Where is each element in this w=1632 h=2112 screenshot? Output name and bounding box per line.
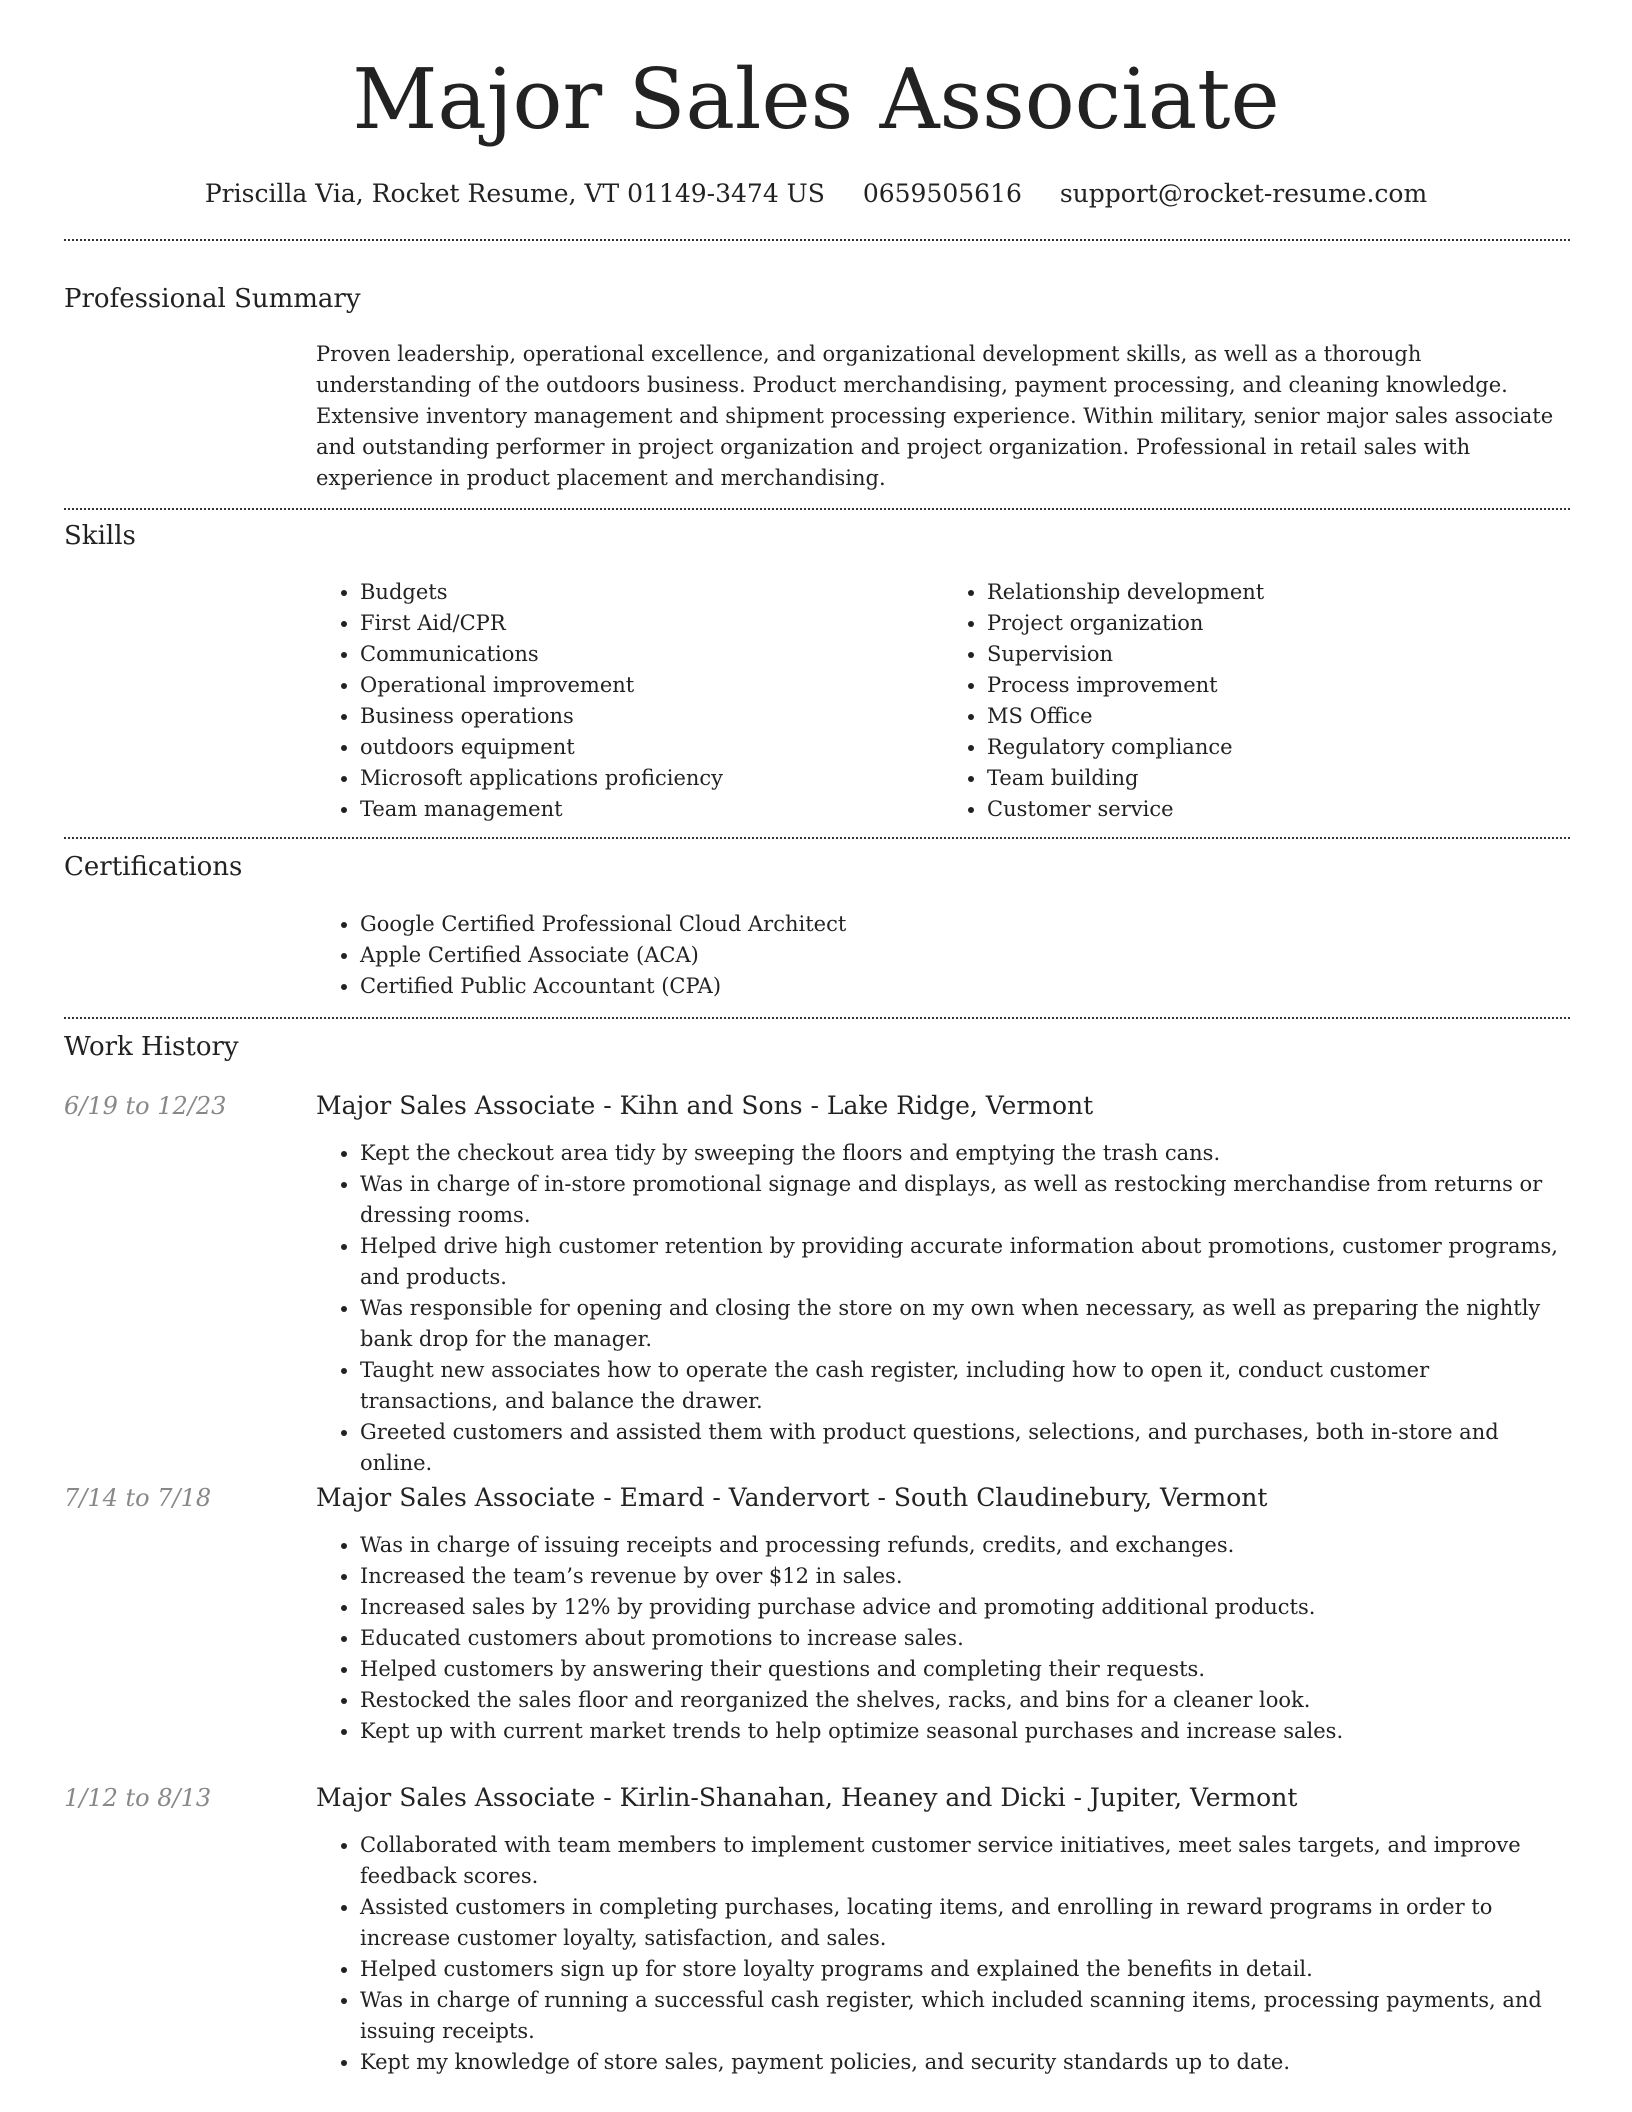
skill-item: • Project organization — [987, 608, 1570, 639]
skills-list-left — [316, 577, 943, 825]
duty-item: • Helped customers sign up for store loyalty programs and explained the benefits in detail. — [360, 1954, 1570, 1985]
section-divider — [64, 837, 1570, 839]
section-divider — [64, 1017, 1570, 1019]
skill-item: • Relationship development — [987, 577, 1570, 608]
candidate-name: Major Sales Associate — [352, 51, 1280, 148]
certification-item: • Apple Certified Associate (ACA) — [360, 940, 1570, 971]
section-divider — [64, 239, 1570, 241]
duty-item: • Kept the checkout area tidy by sweeping the floors and emptying the trash cans. — [360, 1138, 1570, 1169]
duty-item: • Increased the team’s revenue by over $12 in sales. — [360, 1561, 1570, 1592]
duty-item: • Helped drive high customer retention by providing accurate information about promotions, customer programs, and products. — [360, 1231, 1570, 1293]
job-title: Major Sales Associate - Emard - Vandervort - South Claudinebury, Vermont — [316, 1483, 1268, 1512]
job-title: Major Sales Associate - Kihn and Sons - Lake Ridge, Vermont — [316, 1091, 1094, 1120]
contact-address: Priscilla Via, Rocket Resume, VT 01149-3474 US — [204, 179, 825, 208]
duty-item: • Greeted customers and assisted them with product questions, selections, and purchases, both in-store and online. — [360, 1417, 1570, 1479]
skill-item: • Microsoft applications proficiency — [360, 763, 943, 794]
resume-header — [0, 50, 1632, 210]
contact-line — [0, 178, 1632, 210]
job-dates: 6/19 to 12/23 — [64, 1092, 227, 1120]
skill-item: • Customer service — [987, 794, 1570, 825]
duty-item: • Educated customers about promotions to increase sales. — [360, 1623, 1570, 1654]
certification-item: • Certified Public Accountant (CPA) — [360, 971, 1570, 1002]
job-duties — [316, 1830, 1570, 2078]
contact-email: support@rocket-resume.com — [1059, 179, 1428, 208]
skills-section — [316, 577, 1570, 825]
certifications-heading: Certifications — [64, 852, 243, 882]
duty-item: • Collaborated with team members to implement customer service initiatives, meet sales targets, and improve feedback scores. — [360, 1830, 1570, 1892]
summary-heading: Professional Summary — [64, 284, 361, 314]
duty-item: • Helped customers by answering their questions and completing their requests. — [360, 1654, 1570, 1685]
duty-item: • Was in charge of issuing receipts and processing refunds, credits, and exchanges. — [360, 1530, 1570, 1561]
duty-item: • Was responsible for opening and closing the store on my own when necessary, as well as preparing the nightly bank drop for the manager. — [360, 1293, 1570, 1355]
skill-item: • outdoors equipment — [360, 732, 943, 763]
skill-item: • Budgets — [360, 577, 943, 608]
skill-item: • Process improvement — [987, 670, 1570, 701]
job-dates: 1/12 to 8/13 — [64, 1784, 212, 1812]
duty-item: • Taught new associates how to operate the cash register, including how to open it, conduct customer transactions, and balance the drawer. — [360, 1355, 1570, 1417]
summary-section — [316, 339, 1570, 494]
skill-item: • Team management — [360, 794, 943, 825]
skill-item: • Communications — [360, 639, 943, 670]
skills-heading: Skills — [64, 521, 136, 551]
duty-item: • Increased sales by 12% by providing purchase advice and promoting additional products. — [360, 1592, 1570, 1623]
job-duties — [316, 1138, 1570, 1479]
certifications-section — [316, 909, 1570, 1002]
skill-item: • Regulatory compliance — [987, 732, 1570, 763]
duty-item: • Assisted customers in completing purchases, locating items, and enrolling in reward programs in order to increase customer loyalty, satisfaction, and sales. — [360, 1892, 1570, 1954]
skills-list-right — [943, 577, 1570, 825]
duty-item: • Restocked the sales floor and reorganized the shelves, racks, and bins for a cleaner look. — [360, 1685, 1570, 1716]
skill-item: • Supervision — [987, 639, 1570, 670]
skill-item: • Business operations — [360, 701, 943, 732]
contact-phone: 0659505616 — [862, 179, 1022, 208]
certification-item: • Google Certified Professional Cloud Architect — [360, 909, 1570, 940]
skill-item: • MS Office — [987, 701, 1570, 732]
job-title: Major Sales Associate - Kirlin-Shanahan, Heaney and Dicki - Jupiter, Vermont — [316, 1783, 1298, 1812]
skill-item: • Team building — [987, 763, 1570, 794]
summary-text: Proven leadership, operational excellence, and organizational development skills, as well as a thorough understanding of the outdoors business. Product merchandising, payment processing, and cleaning knowledge. Extensive inventory management and shipment processing experience. Within military, senior major sales associate and outstanding performer in project organization and project organization. Professional in retail sales with experience in product placement and merchandising. — [316, 342, 1554, 490]
duty-item: • Kept my knowledge of store sales, payment policies, and security standards up to date. — [360, 2047, 1570, 2078]
skill-item: • Operational improvement — [360, 670, 943, 701]
job-duties — [316, 1530, 1570, 1747]
job-dates: 7/14 to 7/18 — [64, 1484, 212, 1512]
work-history-heading: Work History — [64, 1032, 239, 1062]
certifications-list — [316, 909, 1570, 1002]
duty-item: • Kept up with current market trends to help optimize seasonal purchases and increase sales. — [360, 1716, 1570, 1747]
section-divider — [64, 508, 1570, 510]
duty-item: • Was in charge of in-store promotional signage and displays, as well as restocking merchandise from returns or dressing rooms. — [360, 1169, 1570, 1231]
duty-item: • Was in charge of running a successful cash register, which included scanning items, processing payments, and issuing receipts. — [360, 1985, 1570, 2047]
skill-item: • First Aid/CPR — [360, 608, 943, 639]
